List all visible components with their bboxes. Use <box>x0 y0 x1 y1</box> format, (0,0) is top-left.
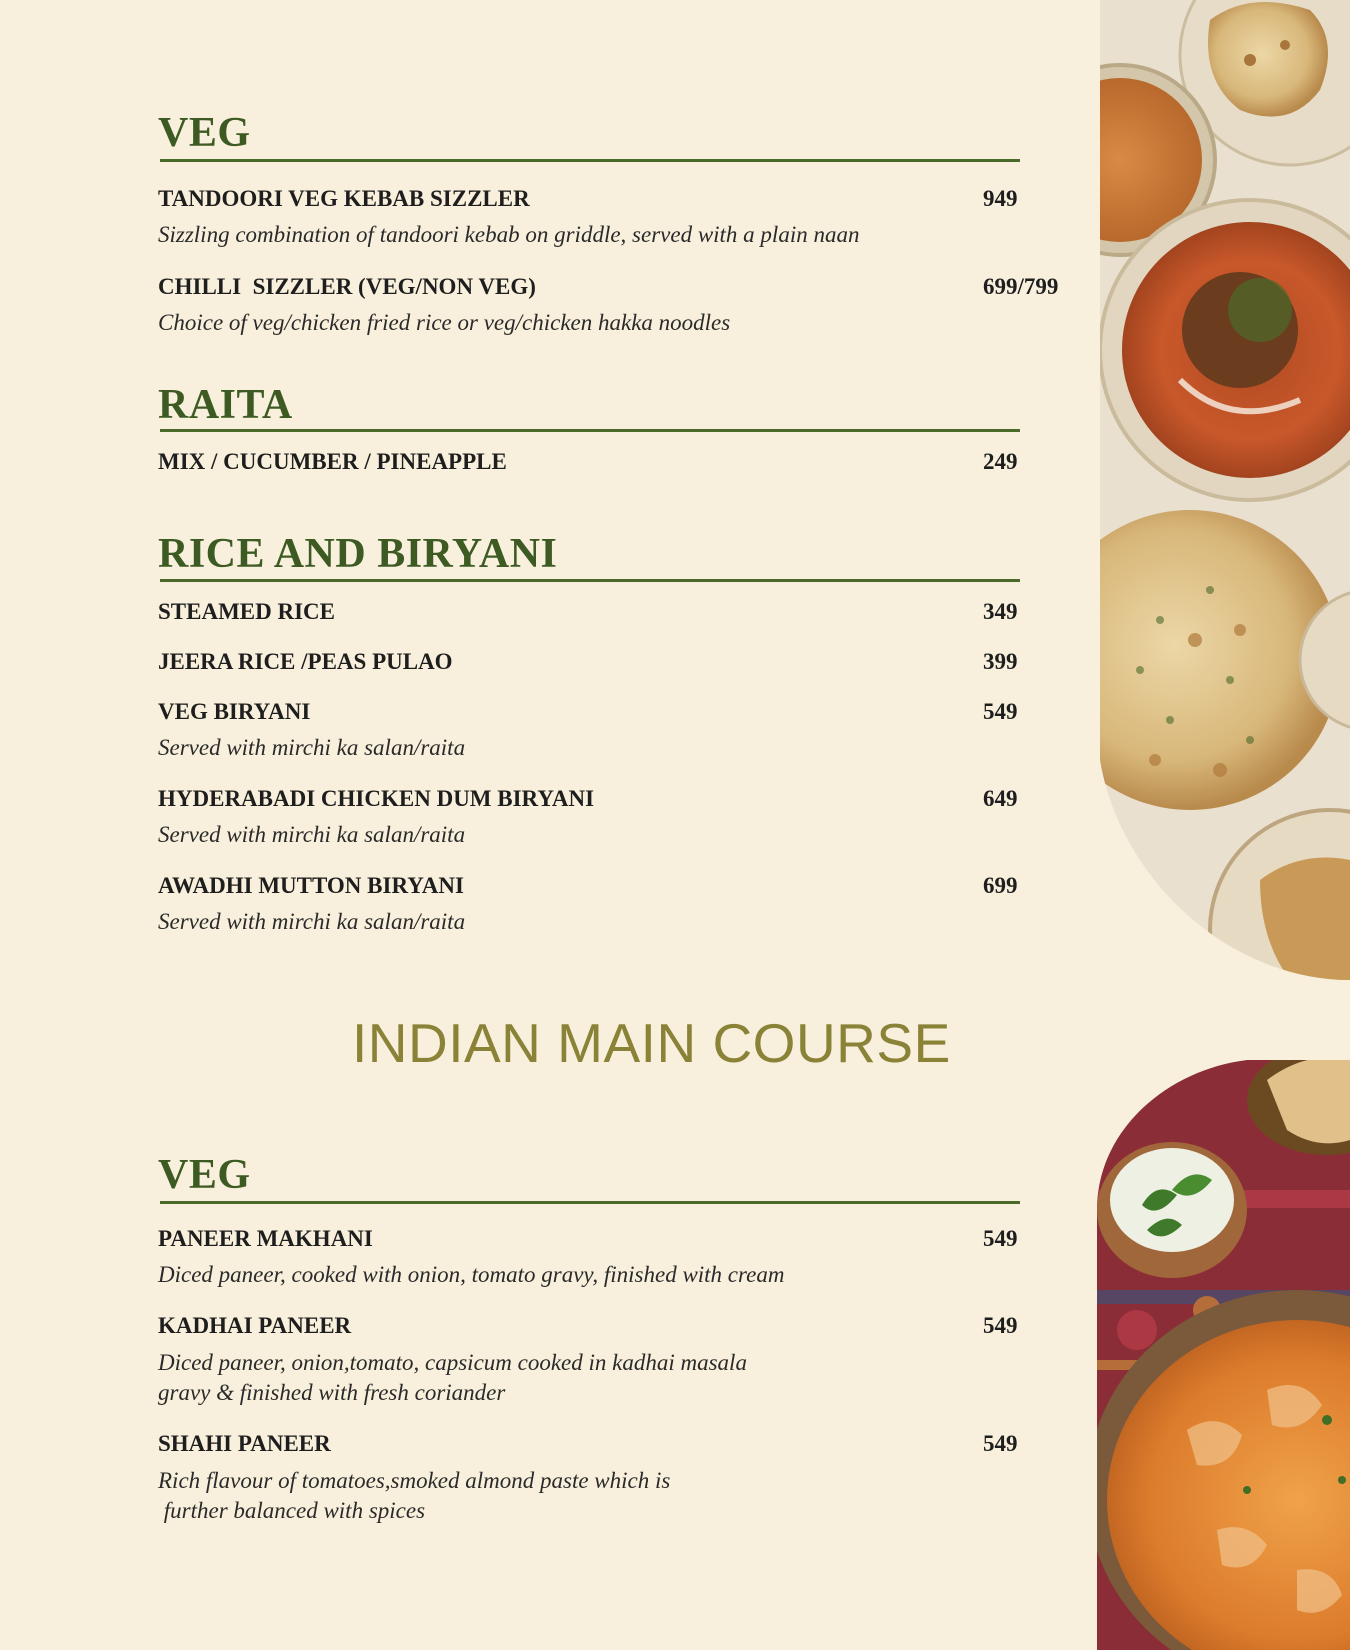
section-rule <box>160 1201 1020 1204</box>
section-rule <box>160 429 1020 432</box>
menu-item-price: 249 <box>983 449 1018 474</box>
menu-item-name: AWADHI MUTTON BIRYANI <box>158 873 464 898</box>
food-photo-top <box>1100 0 1350 980</box>
menu-item-description: Rich flavour of tomatoes,smoked almond paste which is further balanced with spices <box>158 1468 671 1523</box>
section-heading-raita: RAITA <box>158 382 293 428</box>
menu-item-description: Diced paneer, cooked with onion, tomato gravy, finished with cream <box>158 1262 785 1287</box>
menu-item-price: 649 <box>983 786 1018 811</box>
menu-item-name: HYDERABADI CHICKEN DUM BIRYANI <box>158 786 595 811</box>
course-title: INDIAN MAIN COURSE <box>352 1012 951 1074</box>
menu-item-price: 949 <box>983 186 1018 211</box>
menu-item-name: KADHAI PANEER <box>158 1313 352 1338</box>
menu-item-description: Served with mirchi ka salan/raita <box>158 735 466 760</box>
menu-item-description: Choice of veg/chicken fried rice or veg/chicken hakka noodles <box>158 310 731 335</box>
menu-item-name: STEAMED RICE <box>158 599 336 624</box>
menu-item-name: TANDOORI VEG KEBAB SIZZLER <box>158 186 530 211</box>
menu-item-description: Served with mirchi ka salan/raita <box>158 909 466 934</box>
menu-item-name: JEERA RICE /PEAS PULAO <box>158 649 453 674</box>
menu-item-description: Served with mirchi ka salan/raita <box>158 822 466 847</box>
menu-item-name: VEG BIRYANI <box>158 699 311 724</box>
menu-item-name: SHAHI PANEER <box>158 1431 331 1456</box>
section-rule <box>160 579 1020 582</box>
menu-item-name: MIX / CUCUMBER / PINEAPPLE <box>158 449 507 474</box>
menu-item-name: CHILLI SIZZLER (VEG/NON VEG) <box>158 274 536 299</box>
menu-item-description: Sizzling combination of tandoori kebab on griddle, served with a plain naan <box>158 222 860 247</box>
menu-item-price: 699/799 <box>983 274 1059 299</box>
menu-item-name: PANEER MAKHANI <box>158 1226 373 1251</box>
section-heading-rice-and-biryani: RICE AND BIRYANI <box>158 531 558 577</box>
section-heading-veg-sizzlers: VEG <box>158 110 251 156</box>
menu-item-price: 549 <box>983 1313 1018 1338</box>
section-heading-veg-main-course: VEG <box>158 1152 251 1198</box>
menu-item-price: 549 <box>983 1226 1018 1251</box>
menu-item-price: 549 <box>983 699 1018 724</box>
menu-item-price: 349 <box>983 599 1018 624</box>
menu-item-price: 699 <box>983 873 1018 898</box>
menu-item-price: 549 <box>983 1431 1018 1456</box>
menu-item-description: Diced paneer, onion,tomato, capsicum cooked in kadhai masala gravy & finished with fresh coriander <box>158 1350 747 1405</box>
menu-item-price: 399 <box>983 649 1018 674</box>
food-photo-bottom <box>1097 1060 1350 1650</box>
section-rule <box>160 159 1020 162</box>
